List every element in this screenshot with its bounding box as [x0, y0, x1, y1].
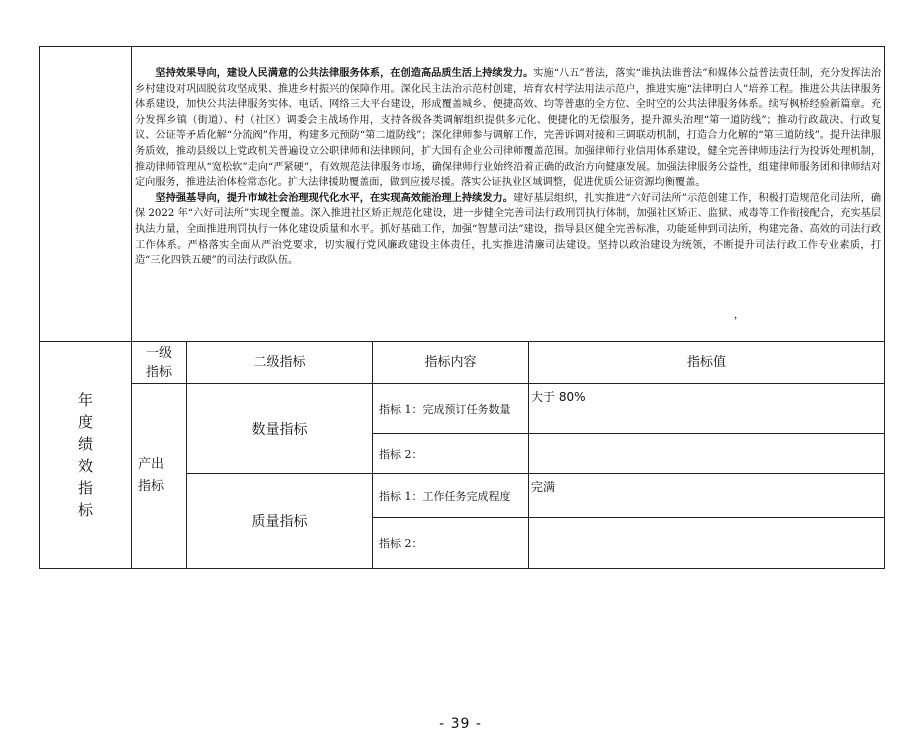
- value-cell: 大于 80%: [529, 384, 885, 434]
- paragraph-2: [132, 191, 884, 269]
- section-label-text: 年度绩效指标: [77, 391, 93, 519]
- indicator-cell: 指标 2：: [373, 434, 529, 474]
- text-row: [40, 47, 885, 342]
- paragraph-1-lead: 坚持效果导向，建设人民满意的公共法律服务体系，在创造高品质生活上持续发力。: [155, 67, 534, 79]
- header-content: 指标内容: [373, 342, 529, 384]
- value-cell: 完满: [529, 474, 885, 518]
- group-quality: 质量指标: [187, 474, 373, 569]
- category-cell: [132, 384, 187, 569]
- paragraph-1-body: 实施“八五”普法，落实“谁执法谁普法”和媒体公益普法责任制，充分发挥法治乡村建设对巩固脱贫攻坚成果、推进乡村振兴的保障作用。深化民主法治示范村创建，培育农村学法用法示范户，推进实施“法律明白人”培养工程。推进公共法律服务体系建设，加快公共法律服务实体、电话、网络三大平台建设，形成覆盖城乡、便捷高效、均等普惠的全方位、全时空的公共法律服务体系。续写枫桥经验新篇章。充分发挥乡镇（街道）、村（社区）调委会主战场作用，支持各级各类调解组织提供多元化、便捷化的无偿服务，提升源头治理“第一道防线”；推动行政裁决、行政复议、公证等矛盾化解“分流阀”作用，构建多元预防“第二道防线”；深化律师参与调解工作，完善诉调对接和三调联动机制，打造合力化解的“第三道防线”。提升法律服务质效，推动县级以上党政机关普遍设立公职律师和法律顾问，扩大国有企业公司律师覆盖范围。加强律师行业信用体系建设，健全完善律师违法行为投诉处理机制，推动律师管理从“宽松软”走向“严紧硬”，有效规范法律服务市场，确保律师行业始终沿着正确的政治方向健康发展。加强法律服务公益性，组建律师服务团和律师结对定向服务，推进法治体检常态化。扩大法律援助覆盖面，做到应援尽援。落实公证执业区域调整，促进优质公证资源均衡覆盖。: [135, 68, 882, 189]
- group-quantity: 数量指标: [187, 384, 373, 474]
- header-level1: [132, 342, 187, 384]
- paragraph-2-body: 建好基层组织，扎实推进“六好司法所”示范创建工作，积极打造规范化司法所，确保 2022 年“六好司法所”实现全覆盖。深入推进社区矫正规范化建设，进一步健全完善司法行政刑罚执行体制，加强社区矫正、监狱、戒毒等工作衔接配合，充实基层执法力量，全面推进刑罚执行一体化建设质量和水平。抓好基础工作，加强“智慧司法”建设，指导县区健全完善标准，功能延伸到司法所，构建完备、高效的司法行政工作体系。严格落实全面从严治党要求，切实履行党风廉政建设主体责任，扎实推进清廉司法建设。坚持以政治建设为统领，不断提升司法行政工作专业素质，打造“三化四铁五硬”的司法行政队伍。: [135, 192, 882, 267]
- page-number: - 39 -: [439, 716, 482, 732]
- category-text: 产出指标: [138, 457, 165, 494]
- blank-label-cell: [40, 47, 132, 342]
- indicator-cell: 指标 1：工作任务完成程度: [373, 474, 529, 518]
- value-cell: [529, 434, 885, 474]
- table-row: [40, 384, 885, 434]
- stray-mark: ，: [734, 310, 745, 321]
- paragraph-2-lead: 坚持强基导向，提升市域社会治理现代化水平，在实现高效能治理上持续发力。: [155, 191, 513, 204]
- paragraph-1: [132, 66, 884, 191]
- header-level2: 二级指标: [187, 342, 373, 384]
- performance-table: [39, 46, 885, 569]
- header-row: [40, 342, 885, 384]
- header-value: 指标值: [529, 342, 885, 384]
- indicator-cell: 指标 1：完成预订任务数量: [373, 384, 529, 434]
- header-level1-text: 一级指标: [145, 345, 172, 380]
- indicator-cell: 指标 2：: [373, 518, 529, 569]
- section-label: [40, 342, 132, 569]
- text-cell: [132, 47, 885, 342]
- value-cell: [529, 518, 885, 569]
